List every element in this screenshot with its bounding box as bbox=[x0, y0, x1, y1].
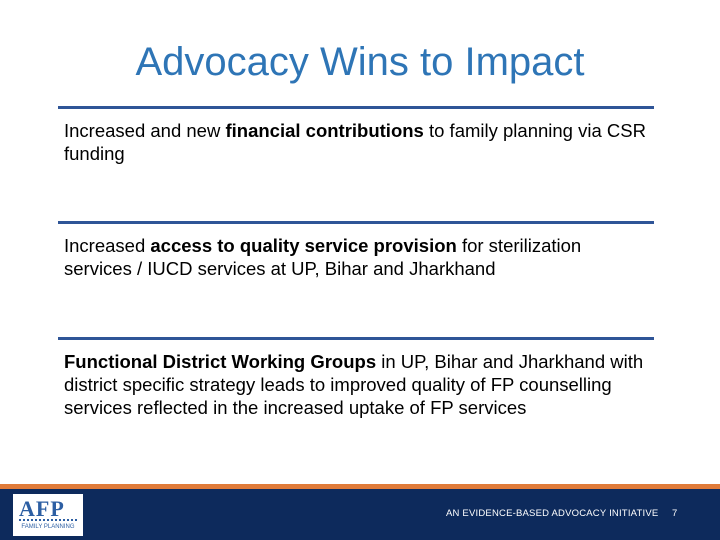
item-emphasis: Functional District Working Groups bbox=[64, 351, 377, 372]
item-text-segment: Increased and new bbox=[64, 120, 226, 141]
item-text-segment: Increased bbox=[64, 235, 151, 256]
logo-subtitle: FAMILY PLANNING bbox=[21, 524, 75, 530]
item-text bbox=[64, 234, 654, 280]
list-item bbox=[58, 221, 654, 280]
item-text bbox=[64, 119, 654, 165]
logo-mark: AFP bbox=[19, 496, 65, 521]
list-item bbox=[58, 337, 654, 419]
item-emphasis: financial contributions bbox=[225, 120, 424, 141]
item-emphasis: access to quality service provision bbox=[150, 235, 457, 256]
page-number: 7 bbox=[672, 508, 678, 519]
list-item bbox=[58, 106, 654, 165]
item-text-segment: in UP, Bihar and Jharkhand with district specific strategy leads to improved quality of FP counselling services reflected in the increased uptake of FP services bbox=[64, 351, 644, 418]
slide-title: Advocacy Wins to Impact bbox=[135, 40, 585, 84]
item-text bbox=[64, 350, 654, 419]
item-text-segment: for sterilization services / IUCD services at UP, Bihar and Jharkhand bbox=[64, 235, 582, 279]
item-text-segment: to family planning via CSR funding bbox=[64, 120, 646, 164]
footer-initiative-text: AN EVIDENCE-BASED ADVOCACY INITIATIVE bbox=[446, 508, 659, 519]
afp-logo bbox=[13, 494, 83, 536]
logo-dots bbox=[19, 519, 77, 523]
